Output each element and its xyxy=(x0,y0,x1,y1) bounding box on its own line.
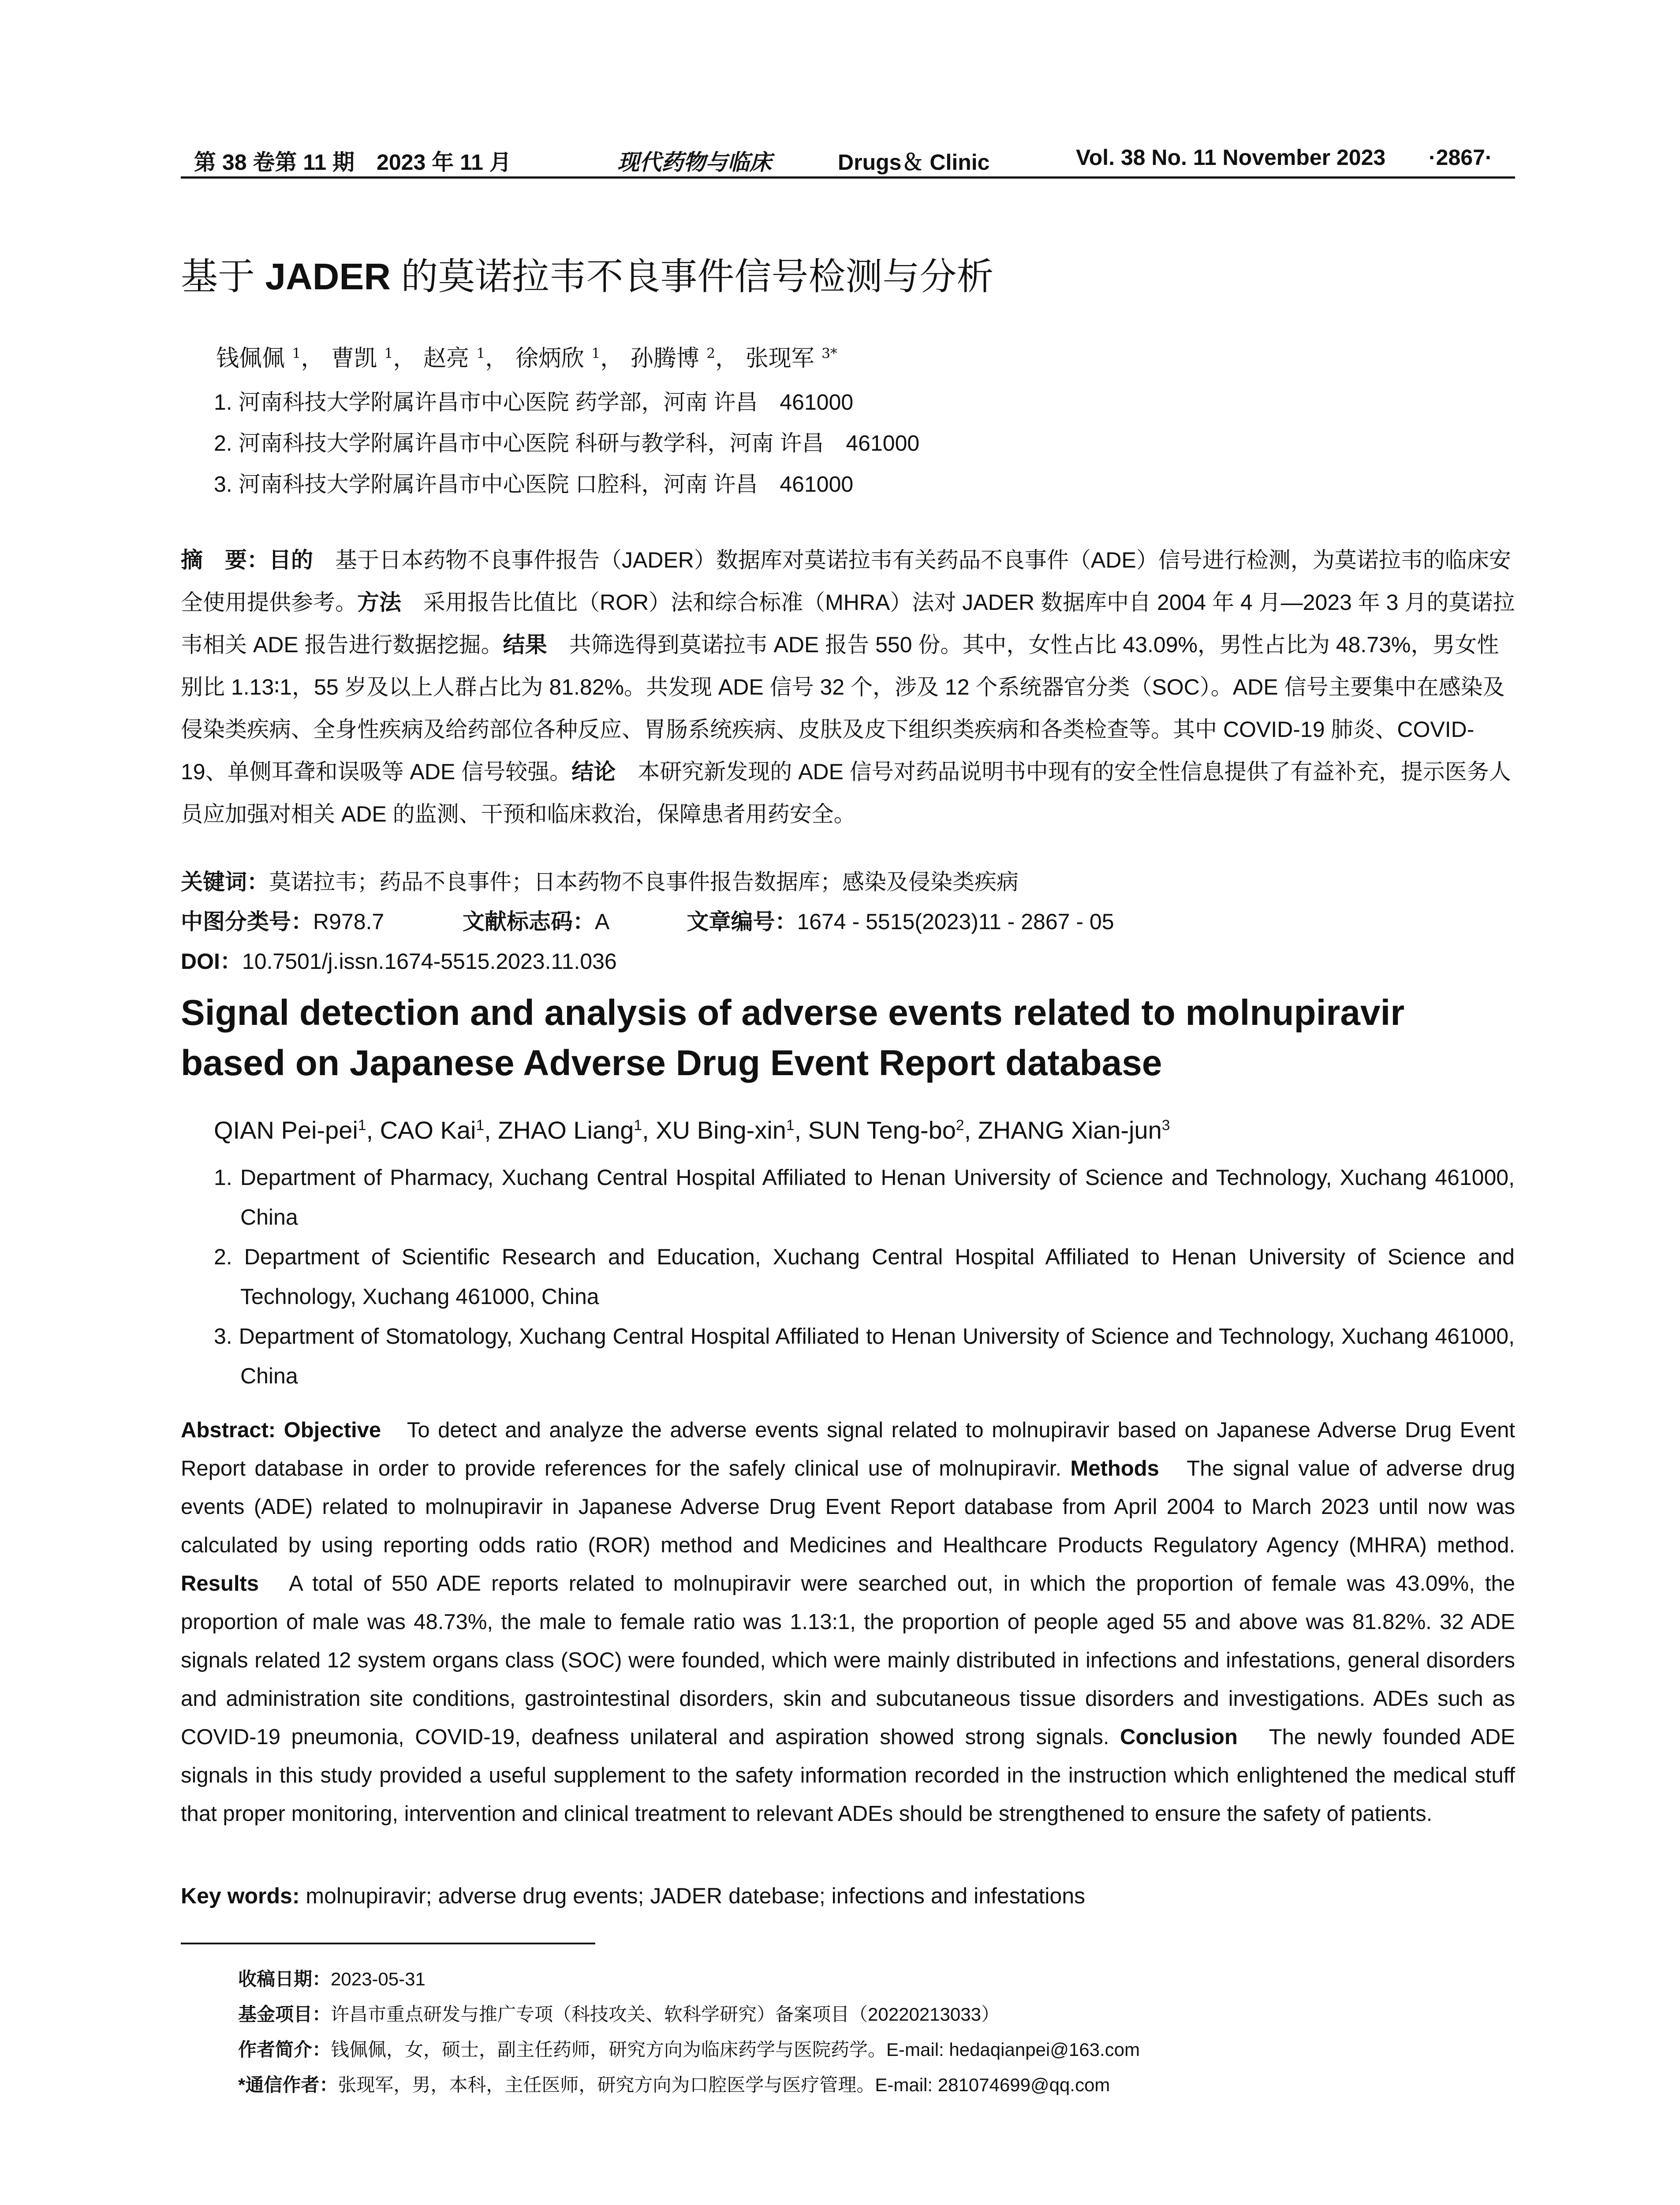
abstract-en-methods-label: Methods xyxy=(1070,1457,1159,1480)
author-cn: 张现军 $^{3*}$ xyxy=(745,345,837,372)
title-en: Signal detection and analysis of adverse events related to molnupiravir based on Japanese Adverse Drug Event Report database xyxy=(181,993,1405,1083)
author-en: XU Bing-xin$^1$, xyxy=(656,1116,808,1144)
author-en: ZHAO Liang$^1$, xyxy=(498,1116,656,1144)
header-journal-en: Drugs＆ Clinic xyxy=(838,150,990,175)
abstract-cn-conclusion-label: 结论 xyxy=(571,759,616,784)
abstract-cn-methods-label: 方法 xyxy=(357,590,401,615)
author-cn: 赵亮 $^1$， xyxy=(423,345,508,372)
title-cn-part3: 的莫诺拉韦不良事件信号检测与分析 xyxy=(391,256,994,297)
affiliation-cn-2: 2. 河南科技大学附属许昌市中心医院 科研与教学科，河南 许昌 461000 xyxy=(214,431,920,456)
abstract-en-objective-label: Objective xyxy=(284,1418,381,1442)
abstract-cn-label: 摘 要： xyxy=(181,548,269,572)
running-header xyxy=(181,140,1515,179)
author-cn: 徐炳欣 $^1$， xyxy=(515,345,623,372)
title-cn xyxy=(181,247,993,300)
author-cn: 孙腾博 $^2$， xyxy=(630,345,739,372)
keywords-cn: 关键词：莫诺拉韦；药品不良事件；日本药物不良事件报告数据库；感染及侵染类疾病 xyxy=(181,870,1019,894)
footnote-author-bio: 作者简介：钱佩佩，女，硕士，副主任药师，研究方向为临床药学与医院药学。E-mail: hedaqianpei@163.com xyxy=(238,2039,1140,2060)
author-cn: 钱佩佩 $^1$， xyxy=(216,345,324,372)
doi-line: DOI：10.7501/j.issn.1674-5515.2023.11.036 xyxy=(181,949,617,974)
affiliation-cn-3: 3. 河南科技大学附属许昌市中心医院 口腔科，河南 许昌 461000 xyxy=(214,472,854,497)
affiliation-en-2: 2. Department of Scientific Research and Education, Xuchang Central Hospital Affiliated to Henan University of Science and Technology, Xuchang 461000, China xyxy=(214,1245,1515,1309)
author-cn: 曹凯 $^1$， xyxy=(331,345,416,372)
abstract-en-conclusion-label: Conclusion xyxy=(1120,1725,1238,1749)
footnote-received-date: 收稿日期：2023-05-31 xyxy=(238,1969,426,1989)
authors-cn xyxy=(216,340,837,373)
affiliation-en-3: 3. Department of Stomatology, Xuchang Central Hospital Affiliated to Henan University of Science and Technology, Xuchang 461000, China xyxy=(214,1324,1515,1388)
author-en: QIAN Pei-pei$^1$, xyxy=(214,1116,380,1144)
header-journal-cn: 现代药物与临床 xyxy=(617,149,772,175)
abstract-en-results-label: Results xyxy=(181,1572,259,1596)
footnote-funding: 基金项目：许昌市重点研发与推广专项（科技攻关、软科学研究）备案项目（20220213033） xyxy=(238,2004,1000,2025)
footnote-corresponding-author: *通信作者：张现军，男，本科，主任医师，研究方向为口腔医学与医疗管理。E-mail: 281074699@qq.com xyxy=(238,2074,1110,2095)
article-number: 文章编号：1674 - 5515(2023)11 - 2867 - 05 xyxy=(687,909,1114,934)
title-cn-jader: JADER xyxy=(265,256,391,297)
clc-number: 中图分类号：R978.7 xyxy=(181,909,385,934)
abstract-cn-objective-label: 目的 xyxy=(269,548,313,572)
abstract-cn-results-label: 结果 xyxy=(503,632,547,657)
author-en: ZHANG Xian-jun$^3$ xyxy=(978,1116,1170,1144)
header-volume-en: Vol. 38 No. 11 November 2023 xyxy=(1076,145,1386,170)
header-page-number: ·2867· xyxy=(1429,145,1493,170)
affiliation-en-1: 1. Department of Pharmacy, Xuchang Central Hospital Affiliated to Henan University of Science and Technology, Xuchang 461000, China xyxy=(214,1165,1515,1230)
document-code: 文献标志码：A xyxy=(463,909,609,934)
author-en: SUN Teng-$bo^2$, xyxy=(808,1116,978,1144)
header-issue-cn: 第 38 卷第 11 期 2023 年 11 月 xyxy=(194,150,511,175)
authors-en xyxy=(214,1116,1170,1144)
abstract-cn: 摘 要：目的 基于日本药物不良事件报告（JADER）数据库对莫诺拉韦有关药品不良事件（ADE）信号进行检测，为莫诺拉韦的临床安全使用提供参考。方法 采用报告比值比（ROR）法和综合标准（MHRA）法对 JADER 数据库中自 2004 年 4 月—2023 年 3 月的莫诺拉韦相关 ADE 报告进行数据挖掘。结果 共筛选得到莫诺拉韦 ADE 报告 550 份。其中，女性占比 43.09%，男性占比为 48.73%，男女性别比 1.13∶1，55 岁及以上人群占比为 81.82%。共发现 ADE 信号 32 个，涉及 12 个系统器官分类（SOC）。ADE 信号主要集中在感染及侵染类疾病、全身性疾病及给药部位各种反应、胃肠系统疾病、皮肤及皮下组织类疾病和各类检查等。其中 COVID-19 肺炎、COVID-19、单侧耳聋和误吸等 ADE 信号较强。结论 本研究新发现的 ADE 信号对药品说明书中现有的安全性信息提供了有益补充，提示医务人员应加强对相关 ADE 的监测、干预和临床救治，保障患者用药安全。 xyxy=(181,548,1515,826)
doi-value[interactable]: 10.7501/j.issn.1674-5515.2023.11.036 xyxy=(242,949,617,974)
keywords-en: Key words: molnupiravir; adverse drug events; JADER datebase; infections and infestations xyxy=(181,1884,1086,1908)
author-en: CAO Kai$^1$, xyxy=(380,1116,498,1144)
footnote-divider xyxy=(181,1943,595,1944)
affiliation-cn-1: 1. 河南科技大学附属许昌市中心医院 药学部，河南 许昌 461000 xyxy=(214,390,854,415)
abstract-en-label: Abstract: xyxy=(181,1418,284,1442)
abstract-en: Abstract: Objective To detect and analyze the adverse events signal related to molnupiravir based on Japanese Adverse Drug Event Report database in order to provide references for the safely clinical use of molnupiravir. Methods The signal value of adverse drug events (ADE) related to molnupiravir in Japanese Adverse Drug Event Report database from April 2004 to March 2023 until now was calculated by using reporting odds ratio (ROR) method and Medicines and Healthcare Products Regulatory Agency (MHRA) method. Results A total of 550 ADE reports related to molnupiravir were searched out, in which the proportion of female was 43.09%, the proportion of male was 48.73%, the male to female ratio was 1.13:1, the proportion of people aged 55 and above was 81.82%. 32 ADE signals related 12 system organs class (SOC) were founded, which were mainly distributed in infections and infestations, general disorders and administration site conditions, gastrointestinal disorders, skin and subcutaneous tissue disorders and investigations. ADEs such as COVID-19 pneumonia, COVID-19, deafness unilateral and aspiration showed strong signals. Conclusion The newly founded ADE signals in this study provided a useful supplement to the safety information recorded in the instruction which enlightened the medical stuff that proper monitoring, intervention and clinical treatment to relevant ADEs should be strengthened to ensure the safety of patients. xyxy=(181,1418,1515,1826)
classification-line xyxy=(181,904,1114,936)
title-cn-part1: 基于 xyxy=(181,256,265,297)
